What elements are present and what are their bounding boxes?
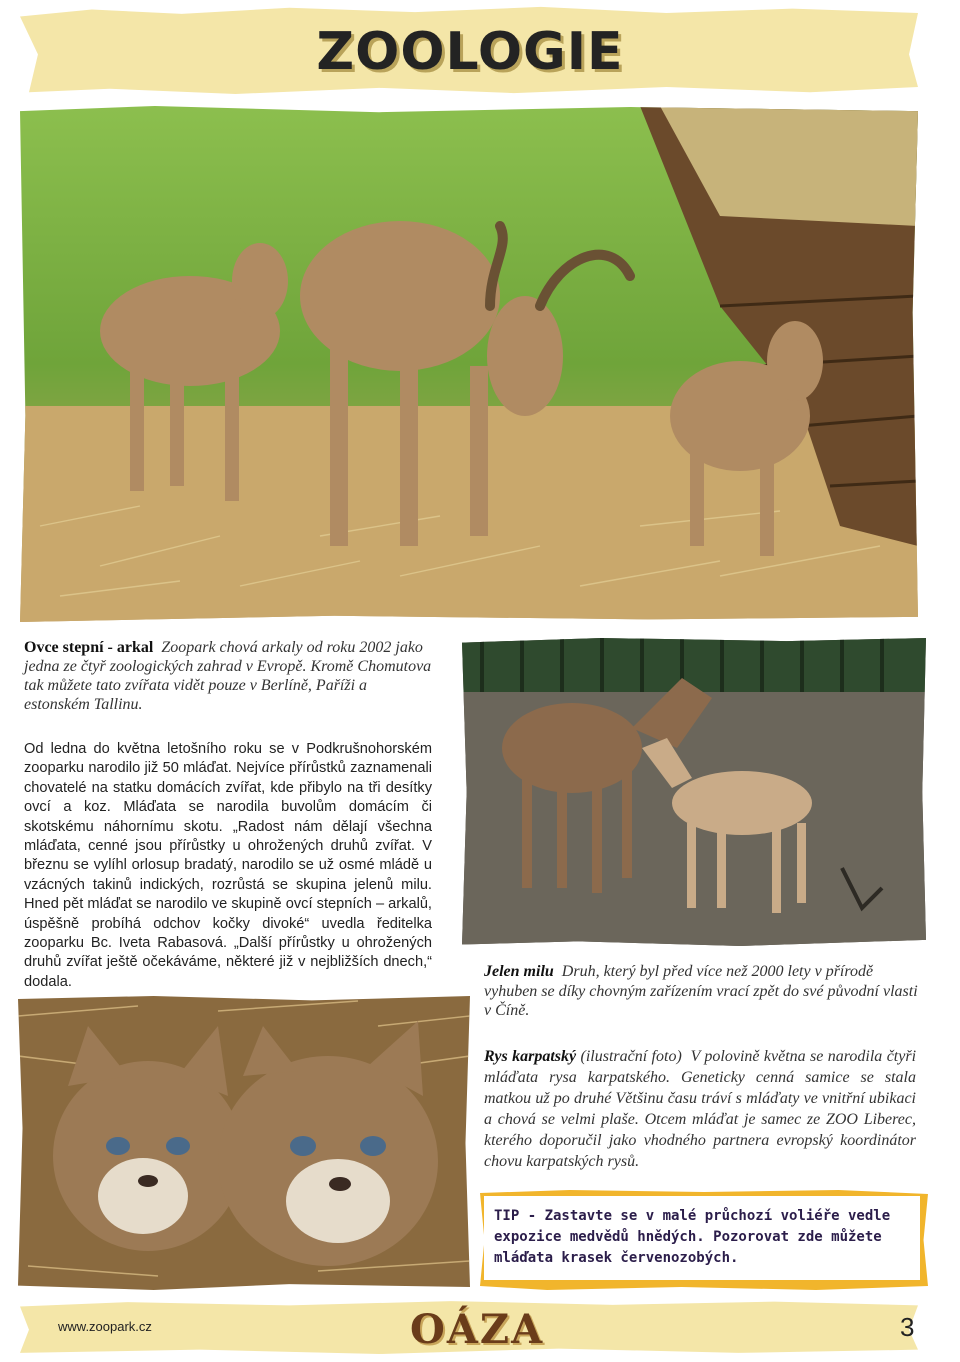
tip-text: TIP - Zastavte se v malé průchozí voliéře vedle expozice medvědů hnědých. Pozorovat zde můžete mláďata krasek červenozobých. — [494, 1208, 891, 1266]
caption-jelen — [484, 962, 924, 1021]
photo-jelen — [462, 638, 926, 946]
photo-arkal — [20, 106, 918, 622]
caption-rys-text: V polovině května se narodila čtyři mláďata rysa karpatského. Geneticky cenná samice se stala matkou už po druhé Většinu času tráví s mláďaty ve vnitřní ubikaci a chová se velmi plaše. Otcem mláďat je samec ze ZOO Liberec, kterého doporučil jako vhodného partnera evropský koordinátor chovu karpatských rysů. — [484, 1048, 917, 1170]
caption-rys-lead: Rys karpatský — [484, 1048, 577, 1065]
article-body: Od ledna do května letošního roku se v Podkrušnohorském zooparku narodilo již 50 mláďat. Nejvíce přírůstků zaznamenali chovatelé na statku domácích zvířat, kde přibylo na tři desítky ovcí a koz. Mláďata se narodila buvolům domácím či skotskému náhornímu skotu. „Radost nám dělají všechna mláďata, cenné jsou přírůstky u ohrožených druhů zvířat. V březnu se vylíhl orlosup bradatý, narodilo se už osmé mládě u vzácných takinů indických, rozrůstá se skupina jelenů milu. Hned pět mláďat se narodilo ve skupině ovcí stepních – arkalů, úspěšně probíhá odchov kočky divoké“ uvedla ředitelka zooparku Bc. Iveta Rabasová. „Další přírůstky u ohrožených druhů zvířat ještě očekáváme, některé již v nejbližších dnech,“ dodala. — [24, 741, 432, 990]
page-title: ZOOLOGIE — [316, 22, 624, 82]
footer-logo: OÁZA — [410, 1306, 545, 1353]
caption-rys — [484, 1046, 916, 1172]
page-number: 3 — [900, 1312, 915, 1342]
caption-jelen-text: Druh, který byl před více než 2000 lety v přírodě vyhuben se díky chovným zařízením vrací zpět do své původní vlasti v Číně. — [484, 963, 918, 1019]
footer-url-link[interactable]: www.zoopark.cz — [58, 1319, 152, 1334]
caption-arkal — [24, 638, 434, 714]
caption-arkal-lead: Ovce stepní - arkal — [24, 639, 154, 656]
caption-rys-note: (ilustrační foto) — [580, 1048, 682, 1065]
photo-rys — [18, 996, 470, 1290]
caption-jelen-lead: Jelen milu — [484, 963, 554, 980]
caption-arkal-text: Zoopark chová arkaly od roku 2002 jako jedna ze čtyř zoologických zahrad v Evropě. Kromě Chomutova tak můžete tato zvířata vidět pouze v Berlíně, Paříži a estonském Tallinu. — [24, 639, 432, 713]
